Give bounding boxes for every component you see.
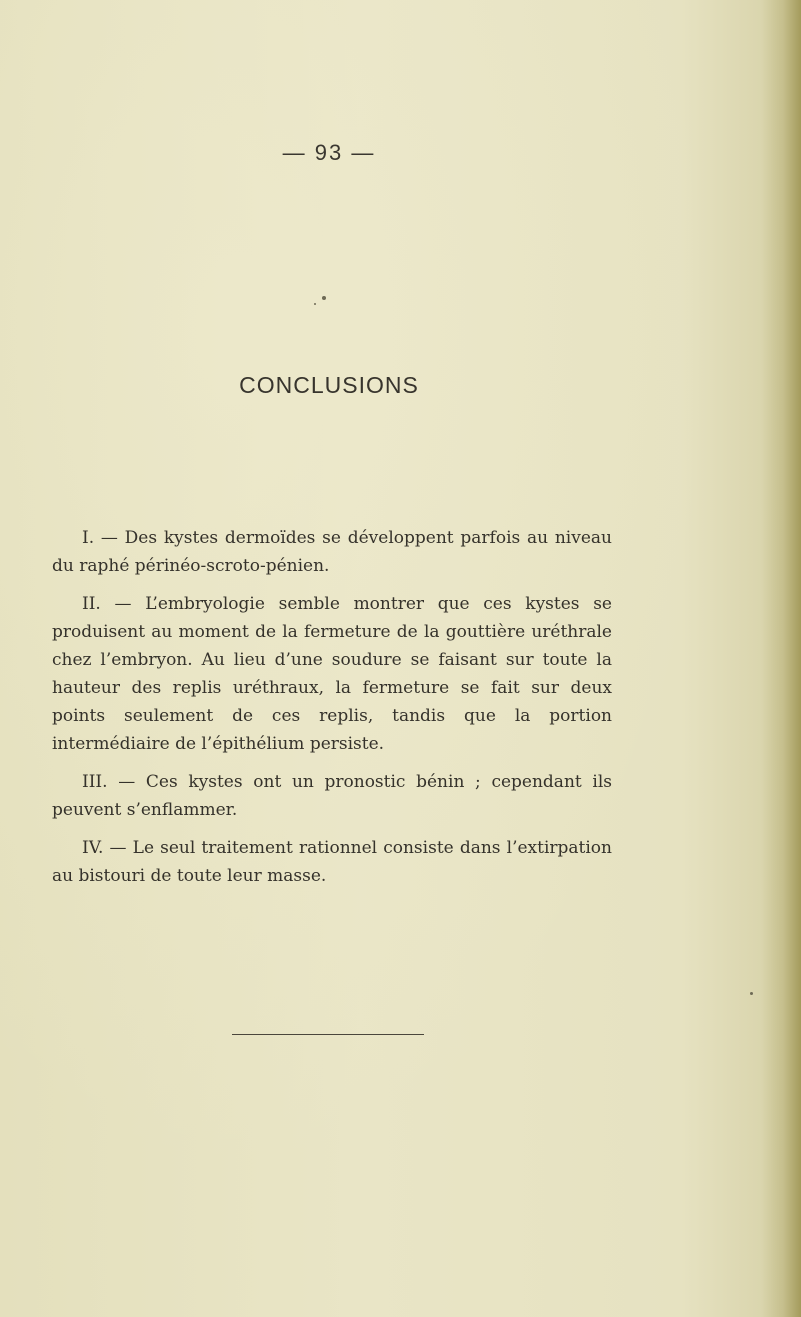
ink-speck <box>314 303 316 305</box>
ink-speck <box>322 296 326 300</box>
conclusions-body <box>52 524 612 900</box>
page-edge-shadow <box>761 0 801 1317</box>
page-number: — 93 — <box>282 140 376 165</box>
conclusion-paragraph-3: III. — Ces kystes ont un pronostic bénin ; cependant ils peuvent s’enflammer. <box>52 772 612 820</box>
section-heading: CONCLUSIONS <box>239 372 419 398</box>
conclusion-paragraph-4: IV. — Le seul traitement rationnel consiste dans l’extirpation au bistouri de toute leur masse. <box>52 838 612 886</box>
ink-speck <box>750 992 753 995</box>
closing-rule <box>232 1034 424 1035</box>
conclusion-paragraph-1: I. — Des kystes dermoïdes se développent parfois au niveau du raphé périnéo-scroto-pénien. <box>52 528 612 576</box>
conclusion-paragraph-2: II. — L’embryologie semble montrer que ces kystes se produisent au moment de la fermeture de la gouttière uréthrale chez l’embryon. Au lieu d’une soudure se faisant sur toute la hauteur des replis uréthraux, la fermeture se fait sur deux points seulement de ces replis, tandis que la portion intermédiaire de l’épithélium persiste. <box>52 594 612 754</box>
